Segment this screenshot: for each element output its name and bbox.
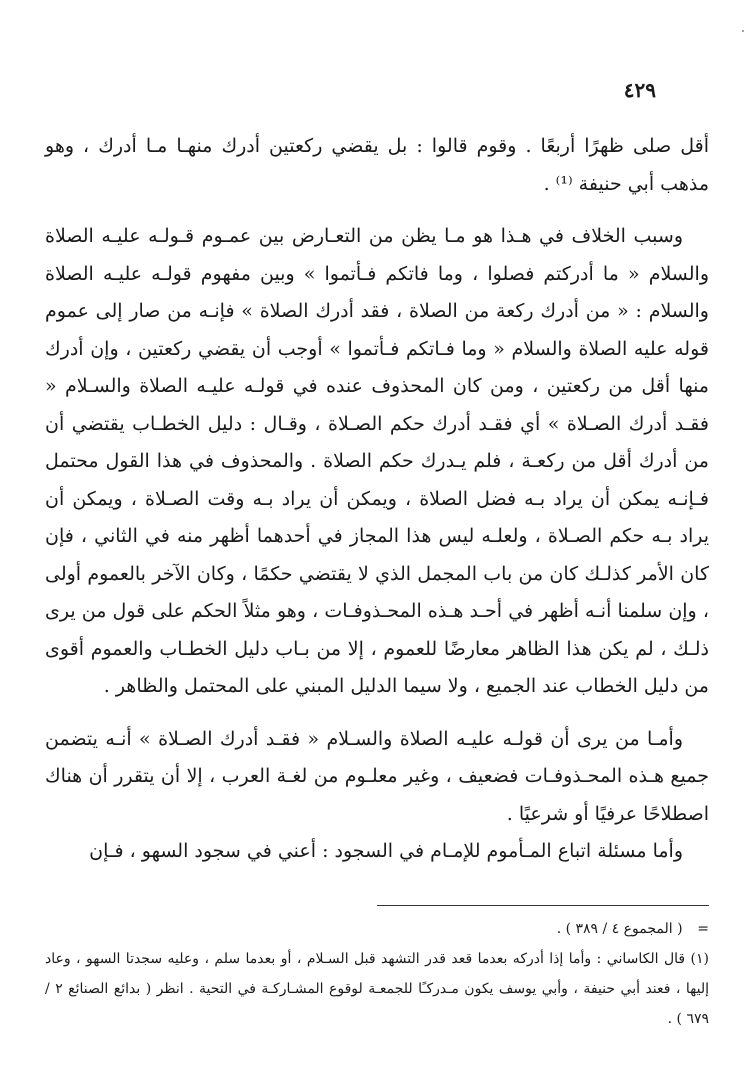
continuation-text: ( المجموع ٤ / ٣٨٩ ) . [556,921,683,937]
footnote-1: (١) قال الكاساني : وأما إذا أدركه بعدما قعد قدر التشهد قبل السـلام ، أو بعدما سلم ، وعليه سجدتا السهو ، وعاد إليها ، فعند أبي حنيفة ، وأبي يوسف يكون مـدركـًا للجمعـة لوقوع المشـاركـة في التحية . انظر ( بدائع الصنائع ٢ / ٦٧٩ ) . [45,951,709,1027]
footnote-continuation [45,914,709,944]
main-text-body [45,128,709,871]
paragraph-3: وأمـا من يرى أن قولـه عليـه الصلاة والسـلام « فقـد أدرك الصـلاة » أنـه يتضمن جميع هـذه المحـذوفـات فضعيف ، وغير معلـوم من لغـة العرب ، إلا أن يتقرر أن هناك اصطلاحًا عرفيًا أو شرعيًا . [45,727,709,825]
scan-speck [742,30,744,32]
footnotes [45,914,709,1034]
page-number: ٤٢٩ [623,78,656,102]
paragraph-1: أقل صلى ظهرًا أربعًا . وقوم قالوا : بل يقضي ركعتين أدرك منهـا مـا أدرك ، وهو مذهب أبي حنيفة ⁽¹⁾ . [45,135,709,195]
continuation-marker: = [697,921,709,937]
footnote-separator [377,905,709,906]
paragraph-2: وسبب الخلاف في هـذا هو مـا يظن من التعـارض بين عمـوم قـولـه عليـه الصلاة والسلام « ما أدركتم فصلوا ، وما فاتكم فـأتموا » وبين مفهوم قولـه عليـه الصلاة والسلام : « من أدرك ركعة من الصلاة ، فقد أدرك الصلاة » فإنـه من صار إلى عموم قوله عليه الصلاة والسلام « وما فـاتكم فـأتموا » أوجب أن يقضي ركعتين ، وإن أدرك منها أقل من ركعتين ، ومن كان المحذوف عنده في قولـه عليـه الصلاة والسـلام « فقـد أدرك الصـلاة » أي فقـد أدرك حكم الصـلاة ، وقـال : دليل الخطـاب يقتضي أن من أدرك أقل من ركعـة ، فلم يـدرك حكم الصلاة . والمحذوف في هذا القول محتمل فـإنـه يمكن أن يراد بـه فضل الصلاة ، ويمكن أن يراد بـه وقت الصـلاة ، ويمكن أن يراد بـه حكم الصـلاة ، ولعلـه ليس هذا المجاز في أحدهما أظهر منه في الثاني ، فإن كان الأمر كذلـك كان من باب المجمل الذي لا يقتضي حكمًا ، وكان الآخر بالعموم أولى ، وإن سلمنا أنـه أظهر في أحـد هـذه المحـذوفـات ، وهو مثلاً الحكم على قول من يرى ذلـك ، لم يكن هذا الظاهر معارضًا للعموم ، إلا من بـاب دليل الخطـاب والعموم أقوى من دليل الخطاب عند الجميع ، ولا سيما الدليل المبني على المحتمل والظاهر . [45,225,709,697]
paragraph-4: وأما مسئلة اتباع المـأموم للإمـام في السجود : أعني في سجود السهو ، فـإن [89,840,683,862]
